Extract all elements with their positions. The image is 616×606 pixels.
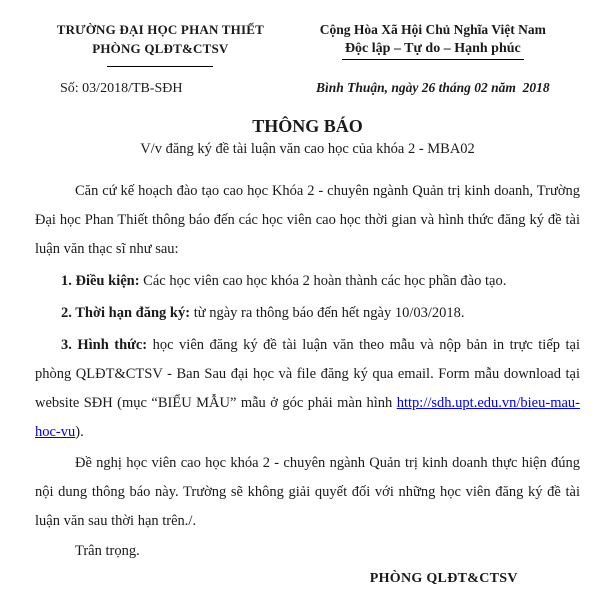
item-1-text: Các học viên cao học khóa 2 hoàn thành các học phần đào tạo.: [139, 273, 507, 289]
item-2-deadline: [35, 299, 580, 328]
item-2-label: 2. Thời hạn đăng ký:: [61, 305, 191, 321]
issuing-organization-block: [35, 20, 286, 67]
document-header: [35, 20, 580, 67]
signature-department: PHÒNG QLĐT&CTSV: [369, 571, 518, 586]
organization-name: TRƯỜNG ĐẠI HỌC PHAN THIẾT: [56, 22, 264, 37]
intro-paragraph: Căn cứ kế hoạch đào tạo cao học Khóa 2 - chuyên ngành Quản trị kinh doanh, Trường Đại học Phan Thiết thông báo đến các học viên cao học thời gian và hình thức đăng ký đề tài luận văn thạc sĩ như sau:: [35, 183, 580, 257]
page-title: THÔNG BÁO: [252, 116, 363, 136]
item-3-label: 3. Hình thức:: [61, 337, 148, 353]
forms-website-link[interactable]: http://sdh.upt.edu.vn/bieu-mau-hoc-vu: [35, 395, 580, 440]
document-number: Số: 03/2018/TB-SĐH: [60, 81, 183, 96]
document-meta-row: [35, 80, 580, 97]
item-3-method: [35, 331, 580, 447]
item-3-text-before-link: học viên đăng ký đề tài luận văn theo mẫu và nộp bản in trực tiếp tại phòng QLĐT&CTSV - Ban Sau đại học và file đăng ký qua email. Form mẫu download tại website SĐH (mục “BIỂU MẪU” mẫu ở góc phải màn hình: [35, 337, 580, 411]
closing-regards: Trân trọng.: [75, 543, 140, 559]
national-motto-line1: Cộng Hòa Xã Hội Chủ Nghĩa Việt Nam: [319, 22, 546, 37]
item-3-text-after-link: ).: [75, 424, 84, 440]
request-paragraph: Đề nghị học viên cao học khóa 2 - chuyên ngành Quản trị kinh doanh thực hiện đúng nội dung thông báo này. Trường sẽ không giải quyết đối với những học viên đăng ký đề tài luận văn sau thời hạn trên./.: [35, 455, 580, 529]
item-1-conditions: [35, 267, 580, 296]
header-divider-left: [107, 66, 213, 67]
place-and-date: Bình Thuận, ngày 26 tháng 02 năm 2018: [315, 80, 550, 95]
national-motto-block: [286, 20, 580, 67]
page-subtitle: V/v đăng ký đề tài luận văn cao học của khóa 2 - MBA02: [140, 141, 475, 157]
department-name: PHÒNG QLĐT&CTSV: [92, 41, 229, 56]
item-1-label: 1. Điều kiện:: [61, 273, 140, 289]
item-2-text: từ ngày ra thông báo đến hết ngày 10/03/2018.: [190, 305, 465, 321]
national-motto-line2: Độc lập – Tự do – Hạnh phúc: [342, 39, 524, 60]
